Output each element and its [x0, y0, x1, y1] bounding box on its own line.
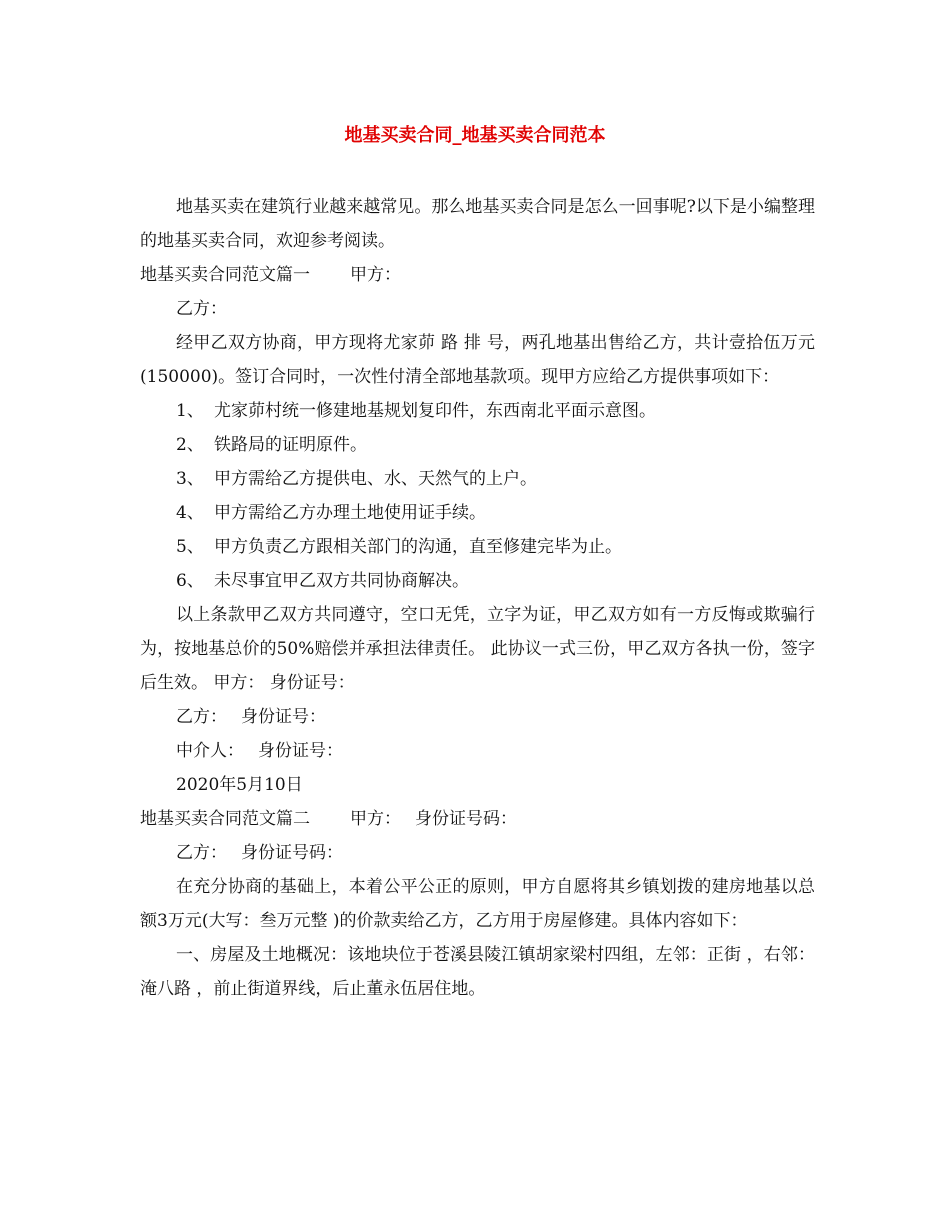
list-item-number: 3、 — [176, 469, 204, 489]
sample2-party-b-label: 乙方： — [176, 843, 227, 863]
document-body — [140, 190, 815, 1006]
sample2-party-a-label: 甲方： — [350, 809, 401, 829]
sample2-party-a-id: 身份证号码： — [415, 809, 517, 829]
sign-label: 中介人： — [176, 741, 244, 761]
sample2-heading-line — [140, 802, 815, 836]
sample1-sign-agent — [140, 734, 815, 768]
list-item-text: 未尽事宜甲乙双方共同协商解决。 — [214, 571, 469, 591]
list-item-text: 甲方需给乙方提供电、水、天然气的上户。 — [214, 469, 537, 489]
sample2-body-paragraph: 在充分协商的基础上，本着公平公正的原则，甲方自愿将其乡镇划拨的建房地基以总额3万元(大写：叁万元整 )的价款卖给乙方，乙方用于房屋修建。具体内容如下： — [140, 877, 815, 931]
sample1-heading: 地基买卖合同范文篇一 — [140, 265, 310, 285]
sample1-date: 2020年5月10日 — [176, 775, 303, 795]
list-item-number: 5、 — [176, 537, 204, 557]
sign-id-label: 身份证号： — [241, 707, 326, 727]
intro-paragraph: 地基买卖在建筑行业越来越常见。那么地基买卖合同是怎么一回事呢?以下是小编整理的地基买卖合同，欢迎参考阅读。 — [140, 197, 815, 251]
list-item-text: 甲方需给乙方办理土地使用证手续。 — [214, 503, 486, 523]
sign-label: 乙方： — [176, 707, 227, 727]
sample1-sign-party-b — [140, 700, 815, 734]
list-item-number: 1、 — [176, 401, 204, 421]
sample2-section1-paragraph: 一、房屋及土地概况：该地块位于苍溪县陵江镇胡家梁村四组，左邻：正街 ，右邻：淹八路 ，前止街道界线，后止董永伍居住地。 — [140, 945, 815, 999]
sample1-heading-line — [140, 258, 815, 292]
sample1-party-b: 乙方： — [176, 299, 227, 319]
sample2-heading: 地基买卖合同范文篇二 — [140, 809, 310, 829]
list-item-text: 铁路局的证明原件。 — [214, 435, 367, 455]
sample2-party-b-id: 身份证号码： — [241, 843, 343, 863]
document-title: 地基买卖合同_地基买卖合同范本 — [344, 125, 606, 146]
list-item — [140, 530, 815, 564]
sample1-closing-paragraph: 以上条款甲乙双方共同遵守，空口无凭，立字为证，甲乙双方如有一方反悔或欺骗行为，按地基总价的50%赔偿并承担法律责任。 此协议一式三份，甲乙双方各执一份，签字后生效。 甲方： 身份证号： — [140, 605, 815, 693]
sign-id-label: 身份证号： — [258, 741, 343, 761]
list-item-text: 尤家茆村统一修建地基规划复印件，东西南北平面示意图。 — [214, 401, 656, 421]
sample1-party-a: 甲方： — [350, 265, 401, 285]
list-item — [140, 394, 815, 428]
list-item-text: 甲方负责乙方跟相关部门的沟通，直至修建完毕为止。 — [214, 537, 622, 557]
list-item — [140, 564, 815, 598]
sample1-body-paragraph: 经甲乙双方协商，甲方现将尤家茆 路 排 号，两孔地基出售给乙方，共计壹拾伍万元(150000)。签订合同时，一次性付清全部地基款项。现甲方应给乙方提供事项如下： — [140, 333, 815, 387]
list-item — [140, 428, 815, 462]
sample2-party-b — [140, 836, 815, 870]
list-item-number: 2、 — [176, 435, 204, 455]
list-item-number: 6、 — [176, 571, 204, 591]
list-item — [140, 462, 815, 496]
list-item — [140, 496, 815, 530]
list-item-number: 4、 — [176, 503, 204, 523]
